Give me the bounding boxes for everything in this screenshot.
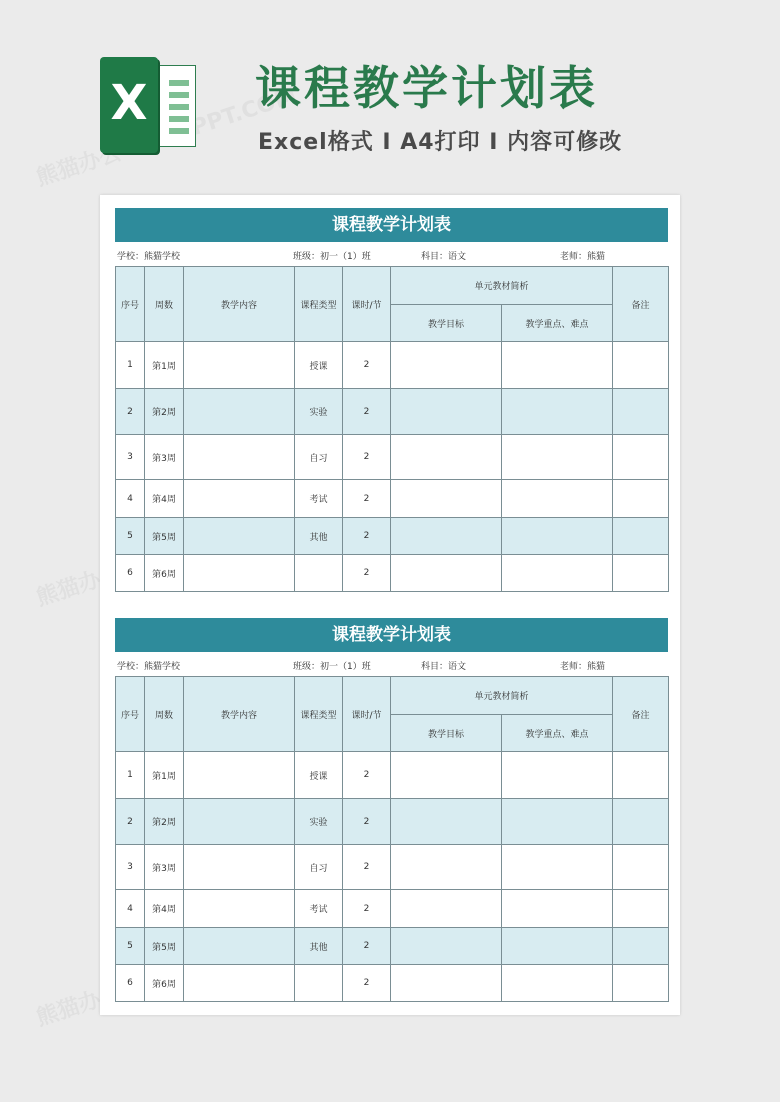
cell-seq: 6 <box>116 965 145 1002</box>
cell-week: 第1周 <box>145 342 184 389</box>
cell-type: 实验 <box>295 799 343 845</box>
school-label: 学校：熊猫学校 <box>117 662 181 672</box>
table-row <box>116 480 669 518</box>
cell-content[interactable] <box>184 342 295 389</box>
header-goal: 教学目标 <box>391 305 502 342</box>
cell-goal[interactable] <box>391 518 502 555</box>
plan-sheet <box>115 208 668 592</box>
header-analysis: 单元教材简析 <box>391 677 613 715</box>
sheet-info-row <box>115 242 668 266</box>
cell-seq: 1 <box>116 342 145 389</box>
cell-seq: 3 <box>116 845 145 890</box>
cell-content[interactable] <box>184 435 295 480</box>
cell-hours: 2 <box>343 480 391 518</box>
cell-content[interactable] <box>184 928 295 965</box>
cell-focus[interactable] <box>502 518 613 555</box>
subject-label: 科目：语文 <box>421 662 467 672</box>
cell-week: 第5周 <box>145 928 184 965</box>
cell-remark[interactable] <box>613 965 669 1002</box>
cell-hours: 2 <box>343 435 391 480</box>
cell-content[interactable] <box>184 480 295 518</box>
cell-focus[interactable] <box>502 555 613 592</box>
sheet-info-row <box>115 652 668 676</box>
cell-hours: 2 <box>343 965 391 1002</box>
cell-goal[interactable] <box>391 752 502 799</box>
cell-remark[interactable] <box>613 435 669 480</box>
table-row <box>116 342 669 389</box>
header-remark: 备注 <box>613 267 669 342</box>
cell-type: 考试 <box>295 890 343 928</box>
table-row <box>116 752 669 799</box>
cell-hours: 2 <box>343 890 391 928</box>
cell-type: 授课 <box>295 342 343 389</box>
cell-week: 第2周 <box>145 389 184 435</box>
plan-sheet <box>115 618 668 1002</box>
excel-logo-icon <box>100 57 200 153</box>
cell-remark[interactable] <box>613 342 669 389</box>
cell-seq: 2 <box>116 389 145 435</box>
cell-week: 第4周 <box>145 890 184 928</box>
table-row <box>116 518 669 555</box>
cell-goal[interactable] <box>391 845 502 890</box>
cell-focus[interactable] <box>502 752 613 799</box>
plan-table <box>115 266 669 592</box>
table-row <box>116 845 669 890</box>
header-focus: 教学重点、难点 <box>502 715 613 752</box>
cell-remark[interactable] <box>613 799 669 845</box>
cell-hours: 2 <box>343 342 391 389</box>
cell-type: 自习 <box>295 435 343 480</box>
cell-focus[interactable] <box>502 890 613 928</box>
table-row <box>116 435 669 480</box>
cell-type: 考试 <box>295 480 343 518</box>
cell-focus[interactable] <box>502 389 613 435</box>
cell-hours: 2 <box>343 555 391 592</box>
header-remark: 备注 <box>613 677 669 752</box>
cell-hours: 2 <box>343 928 391 965</box>
cell-week: 第6周 <box>145 965 184 1002</box>
cell-hours: 2 <box>343 518 391 555</box>
cell-seq: 3 <box>116 435 145 480</box>
cell-focus[interactable] <box>502 435 613 480</box>
cell-seq: 5 <box>116 518 145 555</box>
cell-remark[interactable] <box>613 518 669 555</box>
cell-remark[interactable] <box>613 928 669 965</box>
cell-seq: 5 <box>116 928 145 965</box>
cell-hours: 2 <box>343 752 391 799</box>
cell-focus[interactable] <box>502 342 613 389</box>
cell-content[interactable] <box>184 845 295 890</box>
cell-type: 授课 <box>295 752 343 799</box>
cell-goal[interactable] <box>391 480 502 518</box>
cell-goal[interactable] <box>391 928 502 965</box>
cell-hours: 2 <box>343 799 391 845</box>
cell-content[interactable] <box>184 799 295 845</box>
cell-focus[interactable] <box>502 799 613 845</box>
cell-goal[interactable] <box>391 555 502 592</box>
cell-type <box>295 555 343 592</box>
cell-seq: 1 <box>116 752 145 799</box>
table-row <box>116 890 669 928</box>
header-content: 教学内容 <box>184 677 295 752</box>
table-row <box>116 928 669 965</box>
header-type: 课程类型 <box>295 267 343 342</box>
cell-type: 其他 <box>295 928 343 965</box>
cell-goal[interactable] <box>391 435 502 480</box>
cell-content[interactable] <box>184 518 295 555</box>
cell-week: 第3周 <box>145 845 184 890</box>
cell-week: 第3周 <box>145 435 184 480</box>
subject-label: 科目：语文 <box>421 252 467 262</box>
cell-hours: 2 <box>343 389 391 435</box>
cell-week: 第2周 <box>145 799 184 845</box>
header-week: 周数 <box>145 677 184 752</box>
cell-content[interactable] <box>184 890 295 928</box>
cell-seq: 4 <box>116 480 145 518</box>
cell-week: 第4周 <box>145 480 184 518</box>
cell-seq: 2 <box>116 799 145 845</box>
school-label: 学校：熊猫学校 <box>117 252 181 262</box>
cell-remark[interactable] <box>613 890 669 928</box>
cell-content[interactable] <box>184 965 295 1002</box>
cell-content[interactable] <box>184 389 295 435</box>
document-page <box>100 195 680 1015</box>
class-label: 班级：初一（1）班 <box>293 252 371 262</box>
cell-remark[interactable] <box>613 389 669 435</box>
cell-goal[interactable] <box>391 799 502 845</box>
sheet-title: 课程教学计划表 <box>115 618 668 652</box>
cell-content[interactable] <box>184 555 295 592</box>
cell-focus[interactable] <box>502 928 613 965</box>
cell-remark[interactable] <box>613 480 669 518</box>
cell-remark[interactable] <box>613 845 669 890</box>
cell-type: 自习 <box>295 845 343 890</box>
header-hours: 课时/节 <box>343 677 391 752</box>
cell-type <box>295 965 343 1002</box>
cell-seq: 4 <box>116 890 145 928</box>
header-goal: 教学目标 <box>391 715 502 752</box>
plan-table <box>115 676 669 1002</box>
header-analysis: 单元教材简析 <box>391 267 613 305</box>
class-label: 班级：初一（1）班 <box>293 662 371 672</box>
cell-seq: 6 <box>116 555 145 592</box>
cell-content[interactable] <box>184 752 295 799</box>
cell-remark[interactable] <box>613 555 669 592</box>
cell-week: 第5周 <box>145 518 184 555</box>
cell-week: 第6周 <box>145 555 184 592</box>
header-type: 课程类型 <box>295 677 343 752</box>
header-focus: 教学重点、难点 <box>502 305 613 342</box>
table-row <box>116 555 669 592</box>
cell-remark[interactable] <box>613 752 669 799</box>
cell-goal[interactable] <box>391 342 502 389</box>
header-hours: 课时/节 <box>343 267 391 342</box>
header-seq: 序号 <box>116 677 145 752</box>
page-subtitle: Excel格式 I A4打印 I 内容可修改 <box>258 130 623 155</box>
header-week: 周数 <box>145 267 184 342</box>
cell-goal[interactable] <box>391 965 502 1002</box>
cell-goal[interactable] <box>391 890 502 928</box>
logo-letter: X <box>110 75 148 131</box>
cell-focus[interactable] <box>502 845 613 890</box>
sheet-title: 课程教学计划表 <box>115 208 668 242</box>
teacher-label: 老师：熊猫 <box>560 662 606 672</box>
cell-week: 第1周 <box>145 752 184 799</box>
page-title: 课程教学计划表 <box>255 61 598 115</box>
header-seq: 序号 <box>116 267 145 342</box>
cell-goal[interactable] <box>391 389 502 435</box>
table-row <box>116 965 669 1002</box>
cell-focus[interactable] <box>502 480 613 518</box>
cell-type: 其他 <box>295 518 343 555</box>
cell-type: 实验 <box>295 389 343 435</box>
cell-hours: 2 <box>343 845 391 890</box>
header-content: 教学内容 <box>184 267 295 342</box>
cell-focus[interactable] <box>502 965 613 1002</box>
table-row <box>116 389 669 435</box>
table-row <box>116 799 669 845</box>
teacher-label: 老师：熊猫 <box>560 252 606 262</box>
